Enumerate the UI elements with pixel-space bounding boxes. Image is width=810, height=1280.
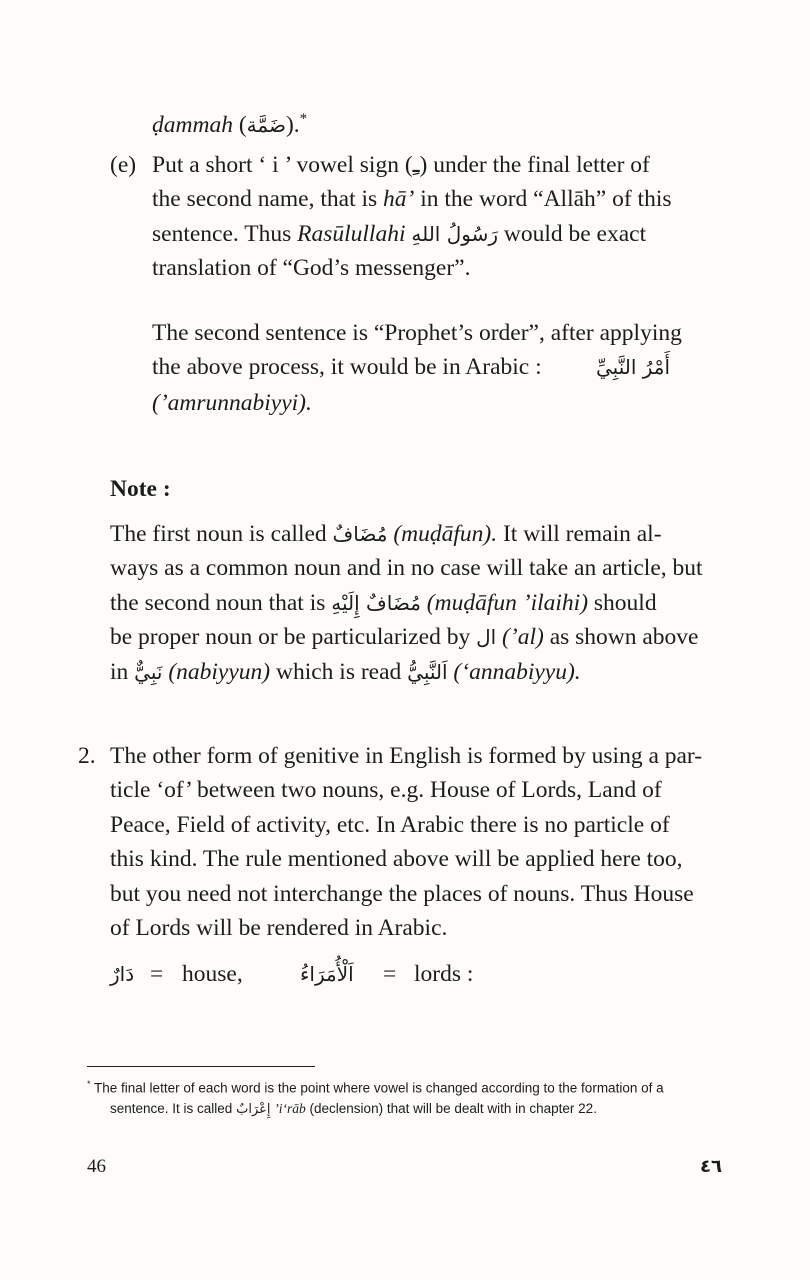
mudafun-trans: (muḍāfun). xyxy=(393,521,498,547)
item-e-l3-b: would be exact xyxy=(503,221,647,247)
item-2-line-4: this kind. The rule mentioned above will be applied here too, xyxy=(110,846,683,872)
mudafun-ilaihi-arabic: مُضَافٌ إِلَيْهِ xyxy=(331,591,421,615)
note-l4-b: as shown above xyxy=(549,624,699,650)
annabiyyu-arabic: اَلنَّبِيُّ xyxy=(407,660,448,684)
second-arabic xyxy=(596,350,670,384)
second-line-3: (’amrunnabiyyi). xyxy=(152,390,312,416)
item-e-ha: hā’ xyxy=(383,186,415,212)
nabiyyun-arabic: نَبِيٌّ xyxy=(134,660,163,684)
umara-arabic: اَلْأُمَرَاءُ xyxy=(300,962,354,986)
item-e-rasul: Rasūlullahi xyxy=(297,221,406,247)
dammah-close: ). xyxy=(285,111,300,138)
al-trans: (’al) xyxy=(502,624,544,650)
irab-trans: ’i‘rāb xyxy=(274,1101,306,1116)
item-e-line-1 xyxy=(152,148,650,182)
vocab-house: house, xyxy=(182,961,243,987)
footnote-line-2 xyxy=(110,1097,597,1122)
dammah-term: ḍammah xyxy=(152,111,233,138)
vocab-house-arabic xyxy=(110,957,134,991)
item-e-line-2 xyxy=(152,182,672,216)
note-line-4 xyxy=(110,620,699,654)
item-e-l1-a: Put a short ‘ i ’ vowel sign xyxy=(152,152,399,178)
footnote-l1: The final letter of each word is the point where vowel is changed according to the formation of a xyxy=(94,1080,664,1096)
item-e-l1-b: under the final letter of xyxy=(433,152,650,178)
nabiyyun-trans: (nabiyyun) xyxy=(168,659,271,685)
footnote-rule xyxy=(87,1066,315,1067)
item-2-line-3: Peace, Field of activity, etc. In Arabic there is no particle of xyxy=(110,812,670,838)
vocab-lords-arabic xyxy=(300,957,354,991)
dammah-arabic: ضَمَّة xyxy=(246,112,286,137)
second-l2-a: the above process, it would be in Arabic : xyxy=(152,354,542,380)
item-2-line-5: but you need not interchange the places of nouns. Thus House xyxy=(110,881,694,907)
item-e-marker: (e) xyxy=(110,152,137,178)
page-number-left: 46 xyxy=(87,1156,106,1177)
vocab-lords: lords : xyxy=(414,961,474,987)
vocab-eq-2: = xyxy=(383,961,397,987)
item-e-l3-a: sentence. Thus xyxy=(152,221,292,247)
dammah-footnote-star: * xyxy=(299,111,308,127)
page-number-right: ٤٦ xyxy=(700,1156,722,1177)
note-l3-b: should xyxy=(593,590,657,616)
note-l5-a: in xyxy=(110,659,129,685)
footnote-l2-a: sentence. It is called xyxy=(110,1101,233,1116)
dar-arabic: دَارٌ xyxy=(110,962,135,986)
note-line-2: ways as a common noun and in no case will take an article, but xyxy=(110,555,703,581)
note-l5-b: which is read xyxy=(275,659,402,685)
al-arabic: ال xyxy=(476,625,497,649)
note-heading: Note : xyxy=(110,476,171,502)
item-2-line-1: The other form of genitive in English is formed by using a par- xyxy=(110,743,703,769)
footnote-l2-b: (declension) that will be dealt with in chapter 22. xyxy=(309,1101,597,1116)
second-line-1: The second sentence is “Prophet’s order”, after applying xyxy=(152,320,682,346)
annabiyyu-trans: (‘annabiyyu). xyxy=(453,659,581,685)
footnote-star: * xyxy=(87,1079,91,1089)
item-2-line-6: of Lords will be rendered in Arabic. xyxy=(110,915,448,941)
mudafun-arabic: مُضَافٌ xyxy=(332,522,388,546)
item-2-marker: 2. xyxy=(78,743,96,769)
dammah-line xyxy=(152,102,307,142)
note-line-5 xyxy=(110,655,581,689)
note-l1-a: The first noun is called xyxy=(110,521,327,547)
irab-arabic: إِعْرَابٌ xyxy=(236,1102,271,1117)
note-l1-b: It will remain al- xyxy=(502,521,662,547)
item-e-l2-a: the second name, that is xyxy=(152,186,378,212)
amrunnabiyyi-arabic: أَمْرُ النَّبِيِّ xyxy=(596,355,671,379)
kasra-sign: (ـِ) xyxy=(404,152,428,178)
item-e-rasul-arabic: رَسُولُ اللهِ xyxy=(411,222,498,246)
second-line-2 xyxy=(152,350,542,384)
item-e-line-4: translation of “God’s messenger”. xyxy=(152,255,471,281)
dammah-open: ( xyxy=(238,111,247,138)
note-line-3 xyxy=(110,586,657,620)
vocab-eq-1: = xyxy=(150,961,164,987)
note-l3-a: the second noun that is xyxy=(110,590,326,616)
item-e-l2-b: in the word “Allāh” of this xyxy=(420,186,672,212)
mudafun-ilaihi-trans: (muḍāfun ’ilaihi) xyxy=(426,590,589,616)
note-l4-a: be proper noun or be particularized by xyxy=(110,624,471,650)
item-2-line-2: ticle ‘of’ between two nouns, e.g. House of Lords, Land of xyxy=(110,777,662,803)
note-line-1 xyxy=(110,517,662,551)
item-e-line-3 xyxy=(152,217,646,251)
